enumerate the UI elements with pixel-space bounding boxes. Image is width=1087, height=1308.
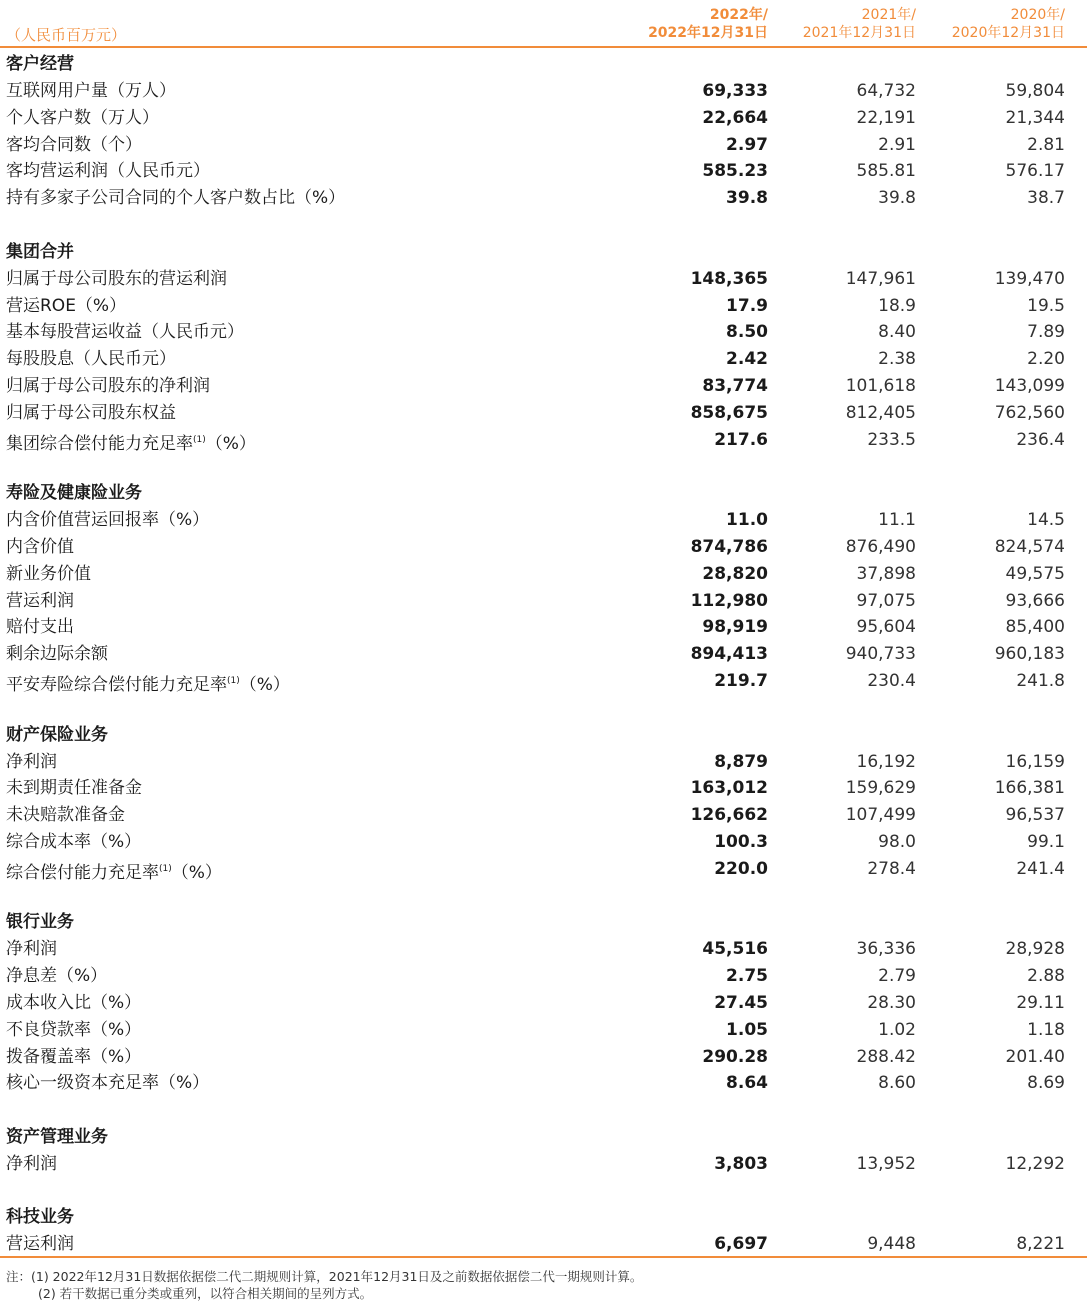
- row-label: [6, 78, 176, 105]
- table-row: [0, 158, 1087, 185]
- row-label-text: 平安寿险综合偿付能力充足率: [6, 674, 227, 695]
- value-2020: 38.7: [1027, 188, 1065, 209]
- value-2021: 2.38: [878, 349, 916, 370]
- table-row: [0, 427, 1087, 454]
- value-2021: 37,898: [856, 563, 916, 584]
- row-label-text: 净利润: [6, 751, 57, 772]
- row-label-text: 成本收入比（%）: [6, 992, 142, 1013]
- row-label-text: 客均营运利润（人民币元）: [6, 161, 210, 182]
- table-row: [0, 293, 1087, 320]
- row-label: [6, 534, 74, 561]
- column-header-2021-date: 2021年12月31日: [802, 25, 916, 41]
- row-label: [6, 749, 57, 776]
- row-label: [6, 1070, 209, 1097]
- column-header-2021-year: 2021年/: [861, 7, 916, 23]
- value-2021: 22,191: [856, 107, 916, 128]
- value-2022: 69,333: [702, 81, 768, 101]
- table-row: [0, 373, 1087, 400]
- value-2020: 143,099: [994, 375, 1065, 396]
- table-row: [0, 1231, 1087, 1258]
- row-label-text: 营运利润: [6, 590, 74, 611]
- value-2021: 278.4: [867, 858, 916, 879]
- row-label: [6, 1231, 74, 1258]
- value-2021: 16,192: [856, 751, 916, 772]
- value-2020: 59,804: [1005, 81, 1065, 101]
- unit-label: （人民币百万元）: [6, 26, 127, 44]
- value-2022: 11.0: [726, 510, 768, 531]
- value-2020: 29.11: [1016, 992, 1065, 1013]
- row-label: [6, 427, 256, 458]
- value-2021: 8.60: [878, 1073, 916, 1094]
- row-label-text: 归属于母公司股东权益: [6, 402, 176, 423]
- value-2021: 230.4: [867, 670, 916, 691]
- value-2020: 241.4: [1016, 858, 1065, 879]
- column-header-2021: [746, 6, 916, 42]
- bottom-rule: [0, 1256, 1087, 1258]
- value-2022: 6,697: [714, 1234, 768, 1255]
- row-label-text: 综合偿付能力充足率: [6, 862, 159, 883]
- value-2022: 858,675: [690, 402, 768, 423]
- row-label: [6, 373, 210, 400]
- value-2021: 28.30: [867, 992, 916, 1013]
- table-row: [0, 1070, 1087, 1097]
- row-label-text: 未决赔款准备金: [6, 805, 125, 826]
- table-row: [0, 829, 1087, 856]
- value-2020: 139,470: [994, 268, 1065, 289]
- row-label: [6, 185, 345, 212]
- value-2021: 812,405: [845, 402, 916, 423]
- column-header-2022: [598, 6, 768, 42]
- row-label-text: 内含价值营运回报率（%）: [6, 510, 210, 531]
- value-2020: 16,159: [1005, 751, 1065, 772]
- row-label-text: 持有多家子公司合同的个人客户数占比（%）: [6, 188, 346, 209]
- table-row: [0, 1017, 1087, 1044]
- row-label: [6, 105, 159, 132]
- row-label-text: 综合成本率（%）: [6, 831, 142, 852]
- value-2020: 7.89: [1027, 322, 1065, 343]
- row-label-text: 每股股息（人民币元）: [6, 349, 176, 370]
- row-label-text: 归属于母公司股东的净利润: [6, 375, 210, 396]
- row-label-unit: （%）: [171, 862, 222, 883]
- value-2021: 288.42: [856, 1046, 916, 1067]
- table-row: [0, 749, 1087, 776]
- value-2022: 112,980: [690, 590, 768, 611]
- value-2020: 2.20: [1027, 349, 1065, 370]
- table-row: [0, 990, 1087, 1017]
- footnote-marker: (1): [159, 863, 172, 874]
- table-row: [0, 266, 1087, 293]
- row-label-text: 客均合同数（个）: [6, 134, 142, 155]
- value-2022: 39.8: [726, 188, 768, 209]
- value-2021: 64,732: [856, 81, 916, 101]
- row-label: [6, 990, 141, 1017]
- section-spacer: [0, 453, 1087, 480]
- value-2022: 148,365: [690, 268, 768, 289]
- row-label: [6, 561, 91, 588]
- row-label-text: 归属于母公司股东的营运利润: [6, 268, 227, 289]
- table-row: [0, 507, 1087, 534]
- table-header: [0, 4, 1087, 48]
- row-label: [6, 400, 176, 427]
- footnote-1: 注：(1) 2022年12月31日数据依据偿二代二期规则计算，2021年12月31日及之前数据依据偿二代一期规则计算。: [6, 1269, 643, 1284]
- row-label-text: 拨备覆盖率（%）: [6, 1046, 142, 1067]
- value-2020: 49,575: [1005, 563, 1065, 584]
- table-row: [0, 614, 1087, 641]
- row-label: [6, 936, 57, 963]
- column-header-2020: [895, 6, 1065, 42]
- value-2022: 22,664: [702, 107, 768, 128]
- value-2020: 960,183: [994, 644, 1065, 665]
- value-2020: 14.5: [1027, 510, 1065, 531]
- value-2021: 101,618: [845, 375, 916, 396]
- row-label: [6, 1151, 57, 1178]
- value-2021: 98.0: [878, 831, 916, 852]
- value-2022: 2.75: [726, 966, 768, 987]
- row-label-text: 集团综合偿付能力充足率: [6, 433, 193, 454]
- row-label-text: 不良贷款率（%）: [6, 1019, 142, 1040]
- row-label-text: 互联网用户量（万人）: [6, 81, 176, 101]
- value-2021: 39.8: [878, 188, 916, 209]
- value-2020: 241.8: [1016, 670, 1065, 691]
- value-2022: 585.23: [702, 161, 768, 182]
- row-label-unit: （%）: [239, 674, 290, 695]
- section-title: 财产保险业务: [6, 724, 108, 745]
- table-row: [0, 132, 1087, 159]
- table-row: [0, 775, 1087, 802]
- footnote-2: (2) 若干数据已重分类或重列，以符合相关期间的呈列方式。: [38, 1286, 373, 1301]
- row-label-text: 净息差（%）: [6, 966, 108, 987]
- table-row: [0, 641, 1087, 668]
- value-2022: 2.42: [726, 349, 768, 370]
- value-2020: 236.4: [1016, 429, 1065, 450]
- value-2020: 85,400: [1005, 617, 1065, 638]
- column-header-2022-date: 2022年12月31日: [648, 25, 768, 41]
- row-label: [6, 346, 176, 373]
- value-2021: 18.9: [878, 295, 916, 316]
- section-title: 科技业务: [6, 1207, 74, 1228]
- section-spacer: [0, 1178, 1087, 1205]
- table-row: [0, 185, 1087, 212]
- section-spacer: [0, 695, 1087, 722]
- value-2021: 95,604: [856, 617, 916, 638]
- table-row: [0, 346, 1087, 373]
- value-2021: 940,733: [845, 644, 916, 665]
- table-row: [0, 319, 1087, 346]
- value-2022: 874,786: [690, 536, 768, 557]
- row-label: [6, 158, 210, 185]
- value-2022: 27.45: [714, 992, 768, 1013]
- value-2022: 100.3: [714, 831, 768, 852]
- section-spacer: [0, 1097, 1087, 1124]
- row-label-text: 赔付支出: [6, 617, 74, 638]
- table-row: [0, 1044, 1087, 1071]
- value-2022: 163,012: [690, 778, 768, 799]
- footnote-marker: (1): [193, 434, 206, 445]
- section-title: 集团合并: [6, 241, 74, 262]
- value-2021: 8.40: [878, 322, 916, 343]
- row-label: [6, 1017, 141, 1044]
- value-2022: 8.50: [726, 322, 768, 343]
- value-2020: 96,537: [1005, 805, 1065, 826]
- row-label-text: 基本每股营运收益（人民币元）: [6, 322, 244, 343]
- value-2021: 97,075: [856, 590, 916, 611]
- value-2020: 2.88: [1027, 966, 1065, 987]
- value-2022: 98,919: [702, 617, 768, 638]
- value-2022: 17.9: [726, 295, 768, 316]
- value-2022: 3,803: [714, 1153, 768, 1174]
- value-2020: 201.40: [1005, 1046, 1065, 1067]
- value-2020: 8,221: [1016, 1234, 1065, 1255]
- value-2022: 45,516: [702, 939, 768, 960]
- value-2022: 8,879: [714, 751, 768, 772]
- value-2020: 1.18: [1027, 1019, 1065, 1040]
- value-2022: 126,662: [690, 805, 768, 826]
- value-2020: 2.81: [1027, 134, 1065, 155]
- table-row: [0, 105, 1087, 132]
- row-label-text: 内含价值: [6, 536, 74, 557]
- row-label: [6, 641, 108, 668]
- row-label-text: 剩余边际余额: [6, 644, 108, 665]
- row-label: [6, 856, 222, 887]
- row-label: [6, 132, 142, 159]
- table-row: [0, 534, 1087, 561]
- value-2021: 2.91: [878, 134, 916, 155]
- footnotes: [6, 1268, 642, 1302]
- value-2022: 83,774: [702, 375, 768, 396]
- row-label-text: 营运ROE（%）: [6, 295, 127, 316]
- table-row: [0, 400, 1087, 427]
- row-label-text: 净利润: [6, 1153, 57, 1174]
- value-2021: 2.79: [878, 966, 916, 987]
- value-2021: 233.5: [867, 429, 916, 450]
- value-2020: 12,292: [1005, 1153, 1065, 1174]
- value-2021: 11.1: [878, 510, 916, 531]
- value-2020: 19.5: [1027, 295, 1065, 316]
- value-2020: 28,928: [1005, 939, 1065, 960]
- value-2021: 1.02: [878, 1019, 916, 1040]
- value-2020: 166,381: [994, 778, 1065, 799]
- row-label: [6, 668, 290, 699]
- section-spacer: [0, 212, 1087, 239]
- section-title: 银行业务: [6, 912, 74, 933]
- row-label: [6, 829, 141, 856]
- value-2020: 93,666: [1005, 590, 1065, 611]
- row-label-text: 新业务价值: [6, 563, 91, 584]
- value-2022: 2.97: [726, 134, 768, 155]
- value-2022: 217.6: [714, 429, 768, 450]
- value-2021: 147,961: [845, 268, 916, 289]
- table-row: [0, 561, 1087, 588]
- row-label-text: 核心一级资本充足率（%）: [6, 1073, 210, 1094]
- value-2020: 576.17: [1005, 161, 1065, 182]
- row-label: [6, 266, 227, 293]
- table-row: [0, 668, 1087, 695]
- row-label: [6, 1044, 141, 1071]
- row-label: [6, 319, 244, 346]
- section-title: 资产管理业务: [6, 1126, 108, 1147]
- row-label-text: 营运利润: [6, 1234, 74, 1255]
- value-2021: 9,448: [867, 1234, 916, 1255]
- section-spacer: [0, 883, 1087, 910]
- row-label: [6, 293, 126, 320]
- table-row: [0, 588, 1087, 615]
- table-row: [0, 963, 1087, 990]
- row-label-text: 净利润: [6, 939, 57, 960]
- value-2022: 220.0: [714, 858, 768, 879]
- section-title: 寿险及健康险业务: [6, 483, 142, 504]
- row-label: [6, 963, 107, 990]
- value-2021: 159,629: [845, 778, 916, 799]
- row-label-text: 个人客户数（万人）: [6, 107, 159, 128]
- row-label: [6, 588, 74, 615]
- row-label: [6, 614, 74, 641]
- row-label-unit: （%）: [205, 433, 256, 454]
- value-2020: 21,344: [1005, 107, 1065, 128]
- table-row: [0, 856, 1087, 883]
- value-2021: 107,499: [845, 805, 916, 826]
- column-header-2020-date: 2020年12月31日: [951, 25, 1065, 41]
- footnote-marker: (1): [227, 675, 240, 686]
- table-row: [0, 1151, 1087, 1178]
- section-title: 客户经营: [6, 54, 74, 74]
- table-row: [0, 936, 1087, 963]
- row-label: [6, 802, 125, 829]
- table-row: [0, 802, 1087, 829]
- value-2022: 894,413: [690, 644, 768, 665]
- value-2022: 219.7: [714, 670, 768, 691]
- value-2022: 1.05: [726, 1019, 768, 1040]
- value-2020: 99.1: [1027, 831, 1065, 852]
- value-2020: 762,560: [994, 402, 1065, 423]
- value-2022: 8.64: [726, 1073, 768, 1094]
- row-label-text: 未到期责任准备金: [6, 778, 142, 799]
- value-2021: 13,952: [856, 1153, 916, 1174]
- value-2020: 824,574: [994, 536, 1065, 557]
- table-row: [0, 78, 1087, 105]
- column-header-2020-year: 2020年/: [1010, 7, 1065, 23]
- column-header-2022-year: 2022年/: [709, 7, 768, 23]
- value-2022: 28,820: [702, 563, 768, 584]
- value-2022: 290.28: [702, 1046, 768, 1067]
- row-label: [6, 775, 142, 802]
- value-2021: 585.81: [856, 161, 916, 182]
- value-2020: 8.69: [1027, 1073, 1065, 1094]
- table-body: [0, 51, 1087, 1258]
- row-label: [6, 507, 209, 534]
- value-2021: 36,336: [856, 939, 916, 960]
- value-2021: 876,490: [845, 536, 916, 557]
